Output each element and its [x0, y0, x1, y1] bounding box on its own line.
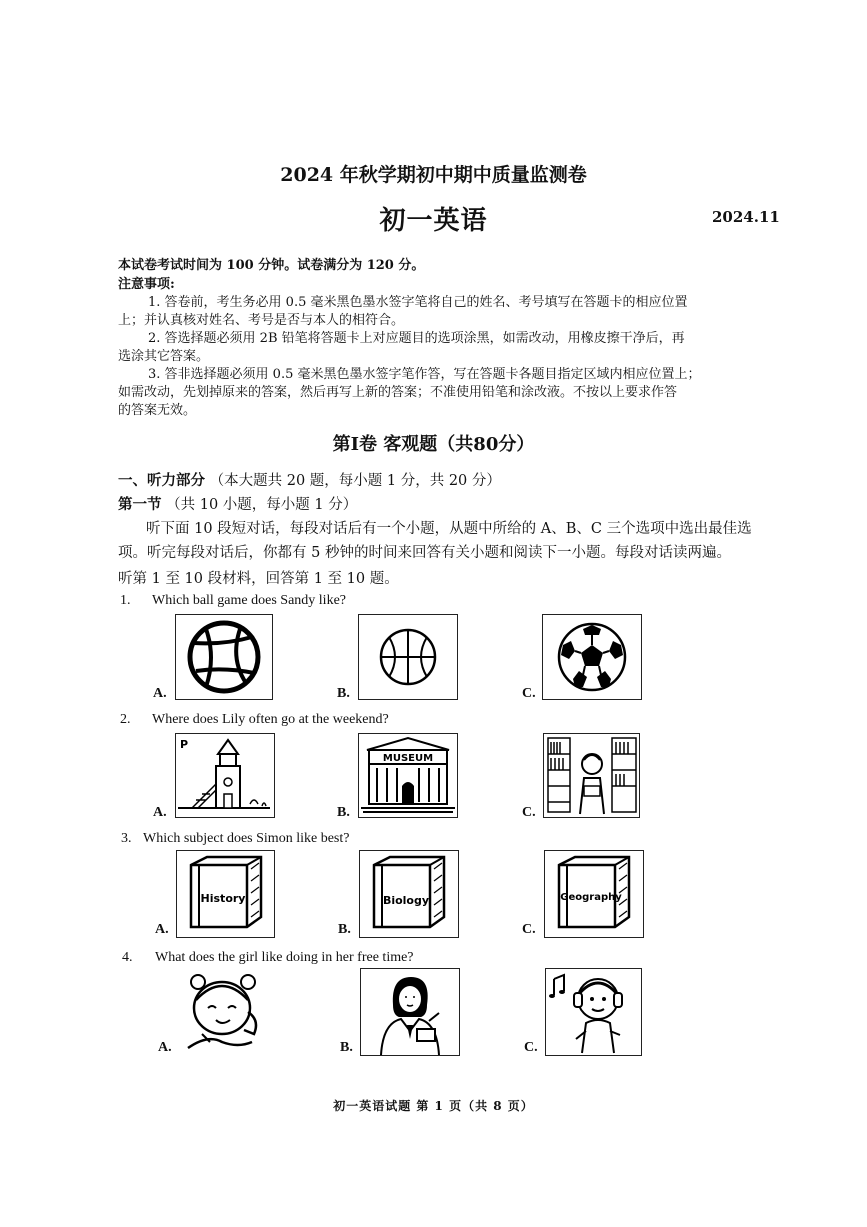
question-number: 2.: [120, 712, 131, 727]
park-sign-text: P: [180, 738, 189, 751]
girl-music-image: [545, 968, 642, 1056]
question-text: Where does Lily often go at the weekend?: [152, 712, 389, 727]
option-label: A.: [153, 805, 167, 820]
question-number: 4.: [122, 950, 133, 965]
question-text: What does the girl like doing in her free time?: [155, 950, 414, 965]
subsection-info: （共 10 小题，每小题 1 分）: [166, 497, 358, 513]
museum-sign-text: MUSEUM: [382, 753, 434, 764]
book-icon: [360, 851, 458, 937]
subsection-title: 第一节: [118, 496, 162, 513]
book-icon: [545, 851, 643, 937]
option-label: B.: [340, 1040, 353, 1055]
note-line: 3. 答非选择题必须用 0.5 毫米黑色墨水签字笔作答，写在答题卡各题目指定区域内相应位置上；: [148, 367, 701, 382]
option-label: B.: [337, 686, 350, 701]
option-label: A.: [158, 1040, 172, 1055]
question-number: 3.: [121, 831, 132, 846]
basketball-icon: [359, 615, 457, 699]
option-label: A.: [155, 922, 169, 937]
girl-phone-image: [178, 968, 274, 1054]
question-text: Which ball game does Sandy like?: [152, 593, 346, 608]
part-title: 一、听力部分: [118, 472, 205, 489]
library-bookshelf-icon: [544, 734, 639, 817]
option-label: C.: [522, 805, 536, 820]
museum-image: [358, 733, 458, 818]
volleyball-icon: [176, 615, 272, 699]
note-line: 2. 答选择题必须用 2B 铅笔将答题卡上对应题目的选项涂黑，如需改动，用橡皮擦干净后，再: [148, 331, 685, 346]
subject-title: 初一英语: [379, 206, 488, 236]
book-title-text: Geography: [560, 892, 622, 903]
exam-title: 2024 年秋学期初中期中质量监测卷: [280, 164, 587, 186]
note-line: 上；并认真核对姓名、考号是否与本人的相符合。: [118, 313, 405, 328]
notes-heading: 注意事项:: [118, 277, 175, 292]
option-label: B.: [337, 805, 350, 820]
part-heading: [118, 470, 501, 492]
football-image: [542, 614, 642, 700]
biology-book-image: [359, 850, 459, 938]
book-icon: [177, 851, 274, 937]
question-text: Which subject does Simon like best?: [143, 831, 350, 846]
geography-book-image: [544, 850, 644, 938]
note-line: 选涂其它答案。: [118, 349, 210, 364]
history-book-image: [176, 850, 275, 938]
exam-info: 本试卷考试时间为 100 分钟。试卷满分为 120 分。: [118, 258, 425, 273]
option-label: C.: [522, 686, 536, 701]
question-number: 1.: [120, 593, 131, 608]
volleyball-image: [175, 614, 273, 700]
book-title-text: History: [200, 892, 246, 905]
park-image: [175, 733, 275, 818]
girl-listening-music-icon: [546, 969, 641, 1055]
option-label: C.: [522, 922, 536, 937]
instruction-line: 项。听完每段对话后，你都有 5 秒钟的时间来回答有关小题和阅读下一小题。每段对话读两遍。: [118, 545, 731, 561]
museum-building-icon: [359, 734, 457, 817]
library-image: [543, 733, 640, 818]
part-info: （本大题共 20 题，每小题 1 分，共 20 分）: [209, 473, 501, 489]
note-line: 1. 答卷前，考生务必用 0.5 毫米黑色墨水签字笔将自己的姓名、考号填写在答题卡的相应位置: [148, 295, 688, 310]
basketball-image: [358, 614, 458, 700]
football-icon: [543, 615, 641, 699]
girl-reading-image: [360, 968, 460, 1056]
subsection-heading: [118, 494, 357, 516]
section-title: 第Ⅰ卷 客观题（共80分）: [332, 434, 535, 455]
book-title-text: Biology: [382, 894, 430, 907]
exam-date: 2024.11: [712, 208, 780, 226]
page-footer: 初一英语试题 第 1 页（共 8 页）: [333, 1099, 534, 1113]
listen-instruction: 听第 1 至 10 段材料，回答第 1 至 10 题。: [118, 571, 399, 587]
option-label: B.: [338, 922, 351, 937]
girl-with-book-icon: [361, 969, 459, 1055]
note-line: 如需改动，先划掉原来的答案，然后再写上新的答案；不准使用铅笔和涂改液。不按以上要求作答: [118, 385, 678, 400]
park-tower-icon: [176, 734, 274, 817]
option-label: A.: [153, 686, 167, 701]
note-line: 的答案无效。: [118, 403, 197, 418]
option-label: C.: [524, 1040, 538, 1055]
girl-on-phone-icon: [178, 968, 274, 1054]
instruction-line: 听下面 10 段短对话，每段对话后有一个小题，从题中所给的 A、B、C 三个选项中选出最佳选: [146, 521, 752, 537]
